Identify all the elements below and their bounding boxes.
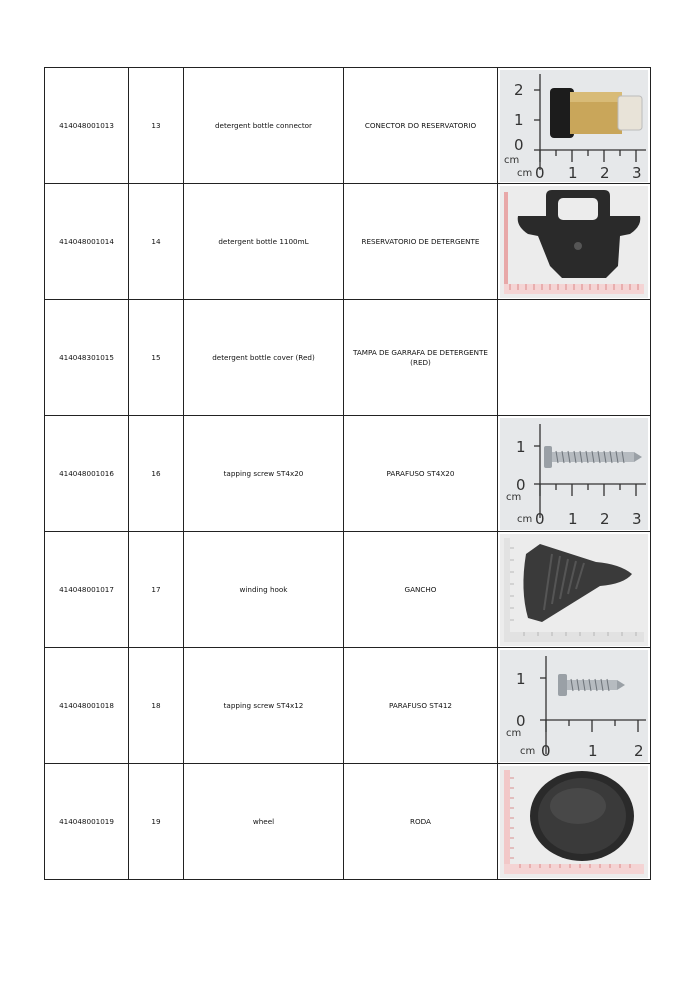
- photo-cell: [498, 68, 651, 184]
- ruler-unit: cm: [504, 154, 520, 166]
- description-en: detergent bottle 1100mL: [184, 184, 344, 300]
- item-number: 19: [129, 764, 184, 880]
- description-pt: PARAFUSO ST412: [344, 648, 498, 764]
- description-pt: CONECTOR DO RESERVATORIO: [344, 68, 498, 184]
- part-code: 414048301015: [45, 300, 129, 416]
- description-en: tapping screw ST4x12: [184, 648, 344, 764]
- wheel-photo: [500, 766, 648, 878]
- ruler-label: 2: [634, 741, 644, 760]
- item-number: 18: [129, 648, 184, 764]
- part-code: 414048001019: [45, 764, 129, 880]
- ruler-label: 1: [514, 110, 524, 129]
- ruler-label: 1: [568, 509, 578, 528]
- ruler-label: 0: [535, 509, 545, 528]
- ruler-label: 1: [516, 669, 526, 688]
- table-row: [45, 68, 651, 184]
- table-row: [45, 532, 651, 648]
- ruler-unit: cm: [520, 745, 536, 757]
- ruler-label: 2: [600, 163, 610, 182]
- item-number: 14: [129, 184, 184, 300]
- description-pt: RODA: [344, 764, 498, 880]
- part-code: 414048001013: [45, 68, 129, 184]
- photo-cell: [498, 648, 651, 764]
- ruler-label: 0: [514, 135, 524, 154]
- ruler-label: 0: [535, 163, 545, 182]
- ruler-label: 1: [568, 163, 578, 182]
- ruler-label: 1: [516, 437, 526, 456]
- part-code: 414048001018: [45, 648, 129, 764]
- photo-cell: [498, 532, 651, 648]
- ruler-unit: cm: [506, 491, 522, 503]
- item-number: 15: [129, 300, 184, 416]
- ruler-label: 3: [632, 163, 642, 182]
- ruler-label: 2: [514, 80, 524, 99]
- table-row: [45, 764, 651, 880]
- item-number: 13: [129, 68, 184, 184]
- description-en: detergent bottle connector: [184, 68, 344, 184]
- description-en: detergent bottle cover (Red): [184, 300, 344, 416]
- photo-cell: [498, 416, 651, 532]
- description-pt: RESERVATORIO DE DETERGENTE: [344, 184, 498, 300]
- ruler-unit: cm: [517, 167, 533, 179]
- ruler-label: 0: [516, 475, 526, 494]
- parts-table: [44, 67, 651, 880]
- ruler-unit: cm: [517, 513, 533, 525]
- table-row: [45, 184, 651, 300]
- description-pt: GANCHO: [344, 532, 498, 648]
- tapping-screw-st4x20-photo: [500, 418, 648, 530]
- part-code: 414048001017: [45, 532, 129, 648]
- description-pt: TAMPA DE GARRAFA DE DETERGENTE (RED): [344, 300, 498, 416]
- item-number: 16: [129, 416, 184, 532]
- ruler-unit: cm: [506, 727, 522, 739]
- ruler-label: 3: [632, 509, 642, 528]
- description-pt: PARAFUSO ST4X20: [344, 416, 498, 532]
- part-code: 414048001016: [45, 416, 129, 532]
- description-en: winding hook: [184, 532, 344, 648]
- description-en: wheel: [184, 764, 344, 880]
- photo-cell: [498, 764, 651, 880]
- photo-cell: [498, 184, 651, 300]
- ruler-label: 1: [588, 741, 598, 760]
- detergent-bottle-connector-photo: [500, 70, 648, 182]
- detergent-bottle-photo: [500, 186, 648, 298]
- ruler-label: 0: [541, 741, 551, 760]
- description-en: tapping screw ST4x20: [184, 416, 344, 532]
- table-row: [45, 300, 651, 416]
- winding-hook-photo: [500, 534, 648, 646]
- part-code: 414048001014: [45, 184, 129, 300]
- table-row: [45, 648, 651, 764]
- photo-cell-empty: [498, 300, 651, 416]
- table-row: [45, 416, 651, 532]
- ruler-label: 2: [600, 509, 610, 528]
- tapping-screw-st4x12-photo: [500, 650, 648, 762]
- ruler-label: 0: [516, 711, 526, 730]
- item-number: 17: [129, 532, 184, 648]
